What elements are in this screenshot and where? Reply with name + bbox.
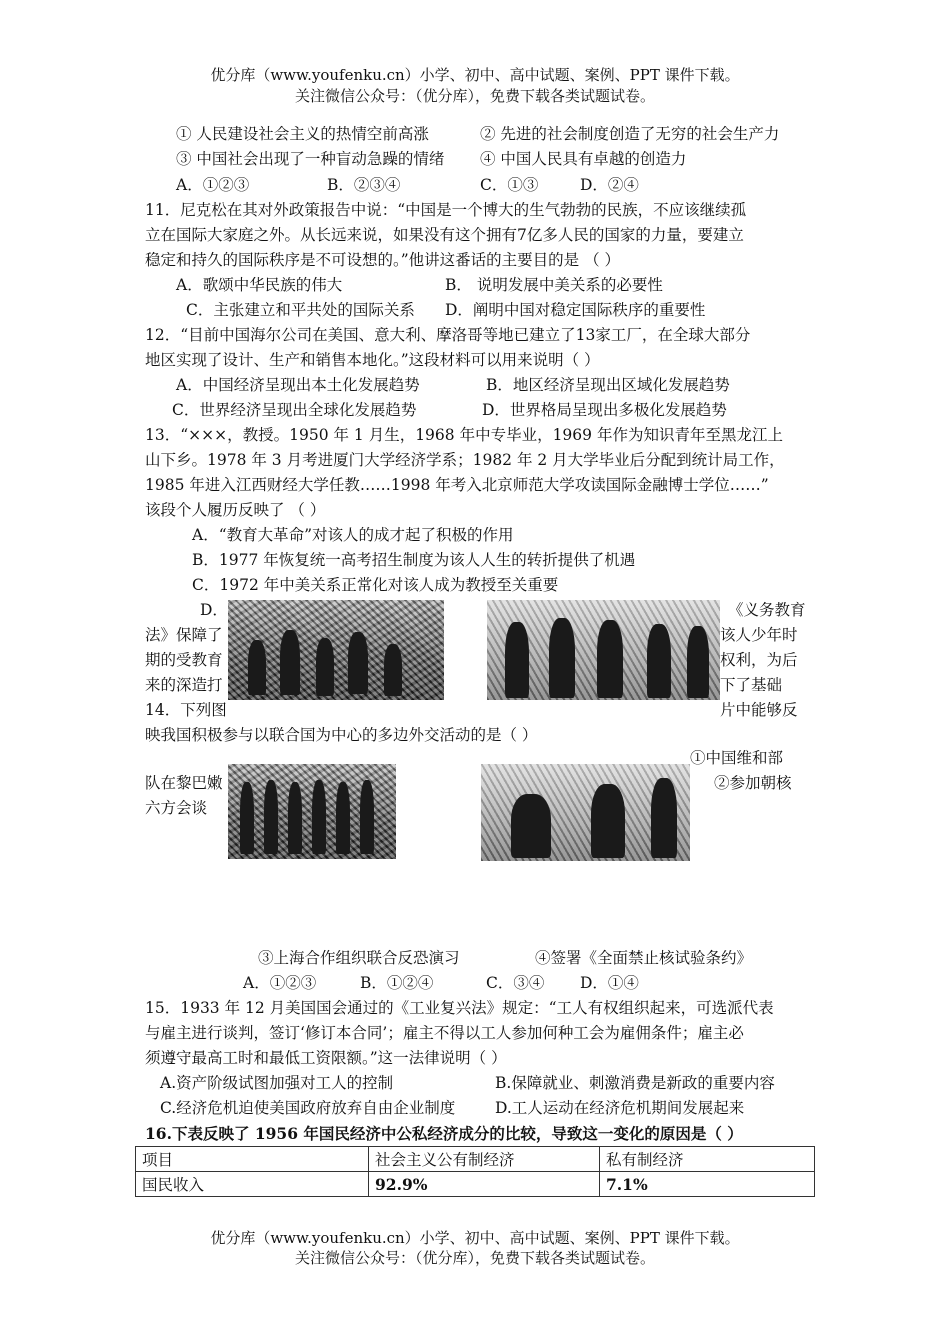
site-header-line-2: 关注微信公众号：（优分库），免费下载各类试题试卷。 bbox=[294, 87, 655, 105]
q14-caption-3: ③上海合作组织联合反恐演习 bbox=[258, 949, 460, 967]
q10-choice-c: C．①③ bbox=[480, 176, 539, 194]
q11-choice-b: B． 说明发展中美关系的必要性 bbox=[445, 276, 663, 294]
site-footer-line-1: 优分库（www.youfenku.cn）小学、初中、高中试题、案例、PPT 课件下载。 bbox=[210, 1229, 740, 1247]
q14-caption-2-part-1: ②参加朝核 bbox=[714, 774, 792, 792]
q14-choice-b: B．①②④ bbox=[360, 974, 434, 992]
q13-stem-line-3: 1985 年进入江西财经大学任教……1998 年考入北京师范大学攻读国际金融博士学位……” bbox=[145, 476, 769, 494]
site-header-line-1: 优分库（www.youfenku.cn）小学、初中、高中试题、案例、PPT 课件下载。 bbox=[210, 66, 740, 84]
table-cell: 7.1% bbox=[600, 1172, 815, 1197]
q12-choice-d: D．世界格局呈现出多极化发展趋势 bbox=[482, 401, 727, 419]
photo-signing-test-ban-treaty bbox=[481, 764, 690, 861]
q14-caption-4: ④签署《全面禁止核试验条约》 bbox=[535, 949, 753, 967]
q14-choice-c: C．③④ bbox=[486, 974, 545, 992]
q10-option-1: ① 人民建设社会主义的热情空前高涨 bbox=[176, 125, 429, 143]
q15-choice-c: C.经济危机迫使美国政府放弃自由企业制度 bbox=[160, 1099, 456, 1117]
q11-stem-line-1: 11．尼克松在其对外政策报告中说：“中国是一个博大的生气勃勃的民族，不应该继续孤 bbox=[145, 201, 747, 219]
q13-choice-d-part-7: 来的深造打 bbox=[145, 676, 223, 694]
q15-choice-a: A.资产阶级试图加强对工人的控制 bbox=[160, 1074, 394, 1092]
table-header-cell: 社会主义公有制经济 bbox=[369, 1147, 600, 1172]
table-row bbox=[136, 1172, 815, 1197]
table-header-row bbox=[136, 1147, 815, 1172]
q10-option-2: ② 先进的社会制度创造了无穷的社会生产力 bbox=[480, 125, 780, 143]
q14-caption-1-part-1: ①中国维和部 bbox=[690, 749, 784, 767]
q14-caption-1-part-2: 队在黎巴嫩 bbox=[145, 774, 223, 792]
q11-choice-d: D．阐明中国对稳定国际秩序的重要性 bbox=[445, 301, 706, 319]
q13-stem-line-2: 山下乡。1978 年 3 月考进厦门大学经济学系；1982 年 2 月大学毕业后分配到统计局工作， bbox=[145, 451, 785, 469]
q15-stem-line-2: 与雇主进行谈判，签订‘修订本合同’；雇主不得以工人参加何种工会为雇佣条件；雇主必 bbox=[145, 1024, 744, 1042]
table-header-cell: 项目 bbox=[136, 1147, 369, 1172]
site-footer-line-2: 关注微信公众号：（优分库），免费下载各类试题试卷。 bbox=[294, 1249, 655, 1267]
q16-data-table bbox=[135, 1146, 815, 1197]
q14-choice-a: A．①②③ bbox=[243, 974, 317, 992]
q13-choice-a: A．“教育大革命”对该人的成才起了积极的作用 bbox=[192, 526, 514, 544]
q10-choice-d: D．②④ bbox=[580, 176, 639, 194]
q12-stem-line-2: 地区实现了设计、生产和销售本地化。”这段材料可以用来说明（ ） bbox=[145, 351, 600, 369]
q13-choice-d-part-3: 法》保障了 bbox=[145, 626, 223, 644]
q12-stem-line-1: 12．“目前中国海尔公司在美国、意大利、摩洛哥等地已建立了13家工厂，在全球大部分 bbox=[145, 326, 751, 344]
q10-choice-b: B．②③④ bbox=[327, 176, 401, 194]
q14-choice-d: D．①④ bbox=[580, 974, 639, 992]
q13-stem-line-4: 该段个人履历反映了 （ ） bbox=[145, 501, 326, 519]
q14-stem-line-1-left: 14．下列图 bbox=[145, 701, 227, 719]
q16-stem: 16.下表反映了 1956 年国民经济中公私经济成分的比较，导致这一变化的原因是（ ） bbox=[145, 1124, 743, 1143]
q13-choice-d-part-6: 权利，为后 bbox=[720, 651, 798, 669]
q13-choice-d-part-1: D． bbox=[200, 601, 228, 619]
q10-choice-a: A．①②③ bbox=[176, 176, 250, 194]
q13-choice-d-part-5: 期的受教育 bbox=[145, 651, 223, 669]
q15-choice-b: B.保障就业、刺激消费是新政的重要内容 bbox=[495, 1074, 775, 1092]
table-cell: 92.9% bbox=[369, 1172, 600, 1197]
q13-choice-d-part-4: 该人少年时 bbox=[720, 626, 798, 644]
q11-stem-line-2: 立在国际大家庭之外。从长远来说，如果没有这个拥有7亿多人民的国家的力量，要建立 bbox=[145, 226, 744, 244]
q11-choice-a: A．歌颂中华民族的伟大 bbox=[176, 276, 343, 294]
q11-stem-line-3: 稳定和持久的国际秩序是不可设想的。”他讲这番话的主要目的是 （ ） bbox=[145, 251, 621, 269]
q10-option-4: ④ 中国人民具有卓越的创造力 bbox=[480, 150, 687, 168]
q12-choice-b: B．地区经济呈现出区域化发展趋势 bbox=[486, 376, 730, 394]
q14-caption-2-part-2: 六方会谈 bbox=[145, 799, 208, 817]
q15-stem-line-3: 须遵守最高工时和最低工资限额。”这一法律说明（ ） bbox=[145, 1049, 507, 1067]
q13-choice-c: C．1972 年中美关系正常化对该人成为教授至关重要 bbox=[192, 576, 559, 594]
q11-choice-c: C．主张建立和平共处的国际关系 bbox=[186, 301, 415, 319]
photo-peacekeepers-lebanon bbox=[228, 600, 444, 700]
q12-choice-c: C．世界经济呈现出全球化发展趋势 bbox=[172, 401, 417, 419]
q12-choice-a: A．中国经济呈现出本土化发展趋势 bbox=[176, 376, 420, 394]
table-header-cell: 私有制经济 bbox=[600, 1147, 815, 1172]
q13-choice-d-part-8: 下了基础 bbox=[720, 676, 783, 694]
photo-sco-anti-terror-drill bbox=[228, 764, 396, 859]
photo-six-party-talks bbox=[487, 600, 720, 700]
q13-choice-b: B．1977 年恢复统一高考招生制度为该人人生的转折提供了机遇 bbox=[192, 551, 636, 569]
q14-stem-line-1-right: 片中能够反 bbox=[720, 701, 798, 719]
q13-choice-d-part-2: 《义务教育 bbox=[728, 601, 806, 619]
q15-choice-d: D.工人运动在经济危机期间发展起来 bbox=[495, 1099, 745, 1117]
q14-stem-line-2: 映我国积极参与以联合国为中心的多边外交活动的是（ ） bbox=[145, 726, 538, 744]
q15-stem-line-1: 15．1933 年 12 月美国国会通过的《工业复兴法》规定：“工人有权组织起来，可选派代表 bbox=[145, 999, 774, 1017]
q10-option-3: ③ 中国社会出现了一种盲动急躁的情绪 bbox=[176, 150, 445, 168]
table-cell: 国民收入 bbox=[136, 1172, 369, 1197]
q13-stem-line-1: 13．“×××，教授。1950 年 1 月生，1968 年中专毕业，1969 年作为知识青年至黑龙江上 bbox=[145, 426, 783, 444]
